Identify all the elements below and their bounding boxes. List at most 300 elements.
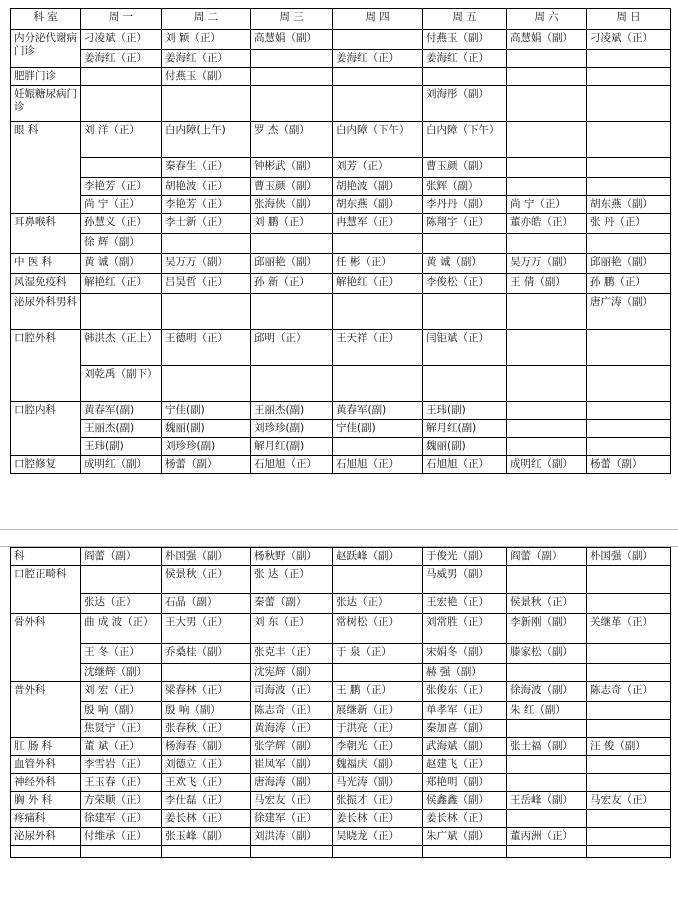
doctor-cell [507,756,587,774]
doctor-cell [587,86,671,122]
table-row [11,86,671,122]
doctor-cell [587,420,671,438]
doctor-cell: 李雪岩（正） [81,756,162,774]
doctor-cell: 刁凌斌（正） [587,30,671,50]
doctor-cell: 王德明（正） [162,330,251,366]
doctor-cell: 王 倩（副） [507,274,587,294]
doctor-cell [587,664,671,682]
table-row [11,196,671,214]
doctor-cell [587,566,671,594]
table-row [11,594,671,614]
table-row [11,456,671,474]
doctor-cell [162,294,251,330]
doctor-cell: 李丹丹（副） [423,196,507,214]
doctor-cell [587,644,671,664]
doctor-cell: 解艳红（正） [81,274,162,294]
doctor-cell [333,846,423,858]
doctor-cell: 侯景秋（正） [507,594,587,614]
doctor-cell [251,68,333,86]
doctor-cell: 李新刚（副） [507,614,587,644]
doctor-cell: 梁春林（正） [162,682,251,702]
doctor-cell: 刘常胜（正） [423,614,507,644]
doctor-cell: 王岳峰（副） [507,792,587,810]
table-row [11,254,671,274]
doctor-cell: 王 鹏（正） [333,682,423,702]
table-row [11,420,671,438]
table-row [11,566,671,594]
doctor-cell: 曹玉颜（副） [251,178,333,196]
doctor-cell: 乔桑桂（副） [162,644,251,664]
doctor-cell [587,402,671,420]
table-row [11,274,671,294]
department-cell: 神经外科 [11,774,81,792]
doctor-cell [587,178,671,196]
table-row [11,50,671,68]
doctor-cell: 姜长林（正） [333,810,423,828]
doctor-cell: 解月红(副) [423,420,507,438]
doctor-cell: 马宏友（正） [587,792,671,810]
doctor-cell: 侯鑫鑫（副） [423,792,507,810]
doctor-cell [507,178,587,196]
doctor-cell: 姜长林（正） [162,810,251,828]
department-cell: 内分泌代谢病门诊 [11,30,81,68]
doctor-cell: 王欢飞（正） [162,774,251,792]
doctor-cell [587,122,671,158]
table-row [11,644,671,664]
doctor-cell: 高慧娟（副） [251,30,333,50]
doctor-cell: 姜海红（正） [81,50,162,68]
doctor-cell [507,86,587,122]
table-row [11,828,671,846]
department-cell: 泌尿外科 [11,828,81,846]
doctor-cell [251,50,333,68]
doctor-cell [162,234,251,254]
doctor-cell [81,68,162,86]
doctor-cell: 李艳芳（正） [162,196,251,214]
doctor-cell: 石晶（副） [162,594,251,614]
doctor-cell: 付燕玉（副） [162,68,251,86]
table-row [11,614,671,644]
doctor-cell: 张玉峰（副） [162,828,251,846]
doctor-cell: 张克丰（正） [251,644,333,664]
doctor-cell: 杨蕾（副） [162,456,251,474]
doctor-cell: 刘德立（正） [162,756,251,774]
doctor-cell [587,846,671,858]
doctor-cell: 唐海涛（副） [251,774,333,792]
doctor-cell [507,158,587,178]
doctor-cell: 尚 宁（正） [81,196,162,214]
doctor-cell: 邱丽艳（副） [251,254,333,274]
doctor-cell: 姜长林（正） [423,810,507,828]
table-row [11,702,671,720]
doctor-cell: 张 丹（正） [587,214,671,234]
doctor-cell: 关继革（正） [587,614,671,644]
department-cell: 科 [11,548,81,566]
doctor-cell [333,664,423,682]
department-cell: 胸 外 科 [11,792,81,810]
doctor-cell: 张春秋（正） [162,720,251,738]
doctor-cell: 刘芳（正） [333,158,423,178]
doctor-cell [507,366,587,402]
doctor-cell: 刘珍珍(副) [251,420,333,438]
doctor-cell: 张辉（副） [423,178,507,196]
doctor-cell [333,438,423,456]
table-row [11,738,671,756]
doctor-cell [507,234,587,254]
table-row [11,214,671,234]
doctor-cell [587,50,671,68]
doctor-cell [251,366,333,402]
doctor-cell: 秦加喜（副） [423,720,507,738]
doctor-cell: 刘 洋（正） [81,122,162,158]
doctor-cell [507,664,587,682]
doctor-cell [587,594,671,614]
doctor-cell [423,234,507,254]
doctor-cell: 汪 俊（副） [587,738,671,756]
doctor-cell: 吕昊哲（正） [162,274,251,294]
table-row [11,234,671,254]
doctor-cell: 魏福庆（副） [333,756,423,774]
doctor-cell: 付燕玉（副） [423,30,507,50]
doctor-cell: 宋娟冬（副） [423,644,507,664]
doctor-cell [507,294,587,330]
doctor-cell: 胡艳波（正） [162,178,251,196]
department-cell [11,846,81,858]
doctor-cell [81,86,162,122]
doctor-cell: 刘 鹏（正） [251,214,333,234]
table-row [11,548,671,566]
table-row [11,178,671,196]
doctor-cell [81,158,162,178]
doctor-cell: 胡东燕（副） [333,196,423,214]
doctor-cell: 解月红(副) [251,438,333,456]
doctor-cell: 王天祥（正） [333,330,423,366]
doctor-cell: 单孝军（正） [423,702,507,720]
department-cell: 耳鼻喉科 [11,214,81,254]
table-row [11,438,671,456]
header-day: 周 六 [507,9,587,30]
doctor-cell: 黄春军(副) [333,402,423,420]
department-cell: 泌尿外科男科 [11,294,81,330]
doctor-cell: 刘洪涛（副） [251,828,333,846]
doctor-cell: 张海侠（副） [251,196,333,214]
department-cell: 疼痛科 [11,810,81,828]
doctor-cell [587,366,671,402]
doctor-cell: 王 冬（正） [81,644,162,664]
department-cell: 肥胖门诊 [11,68,81,86]
doctor-cell: 宁佳(副) [162,402,251,420]
doctor-cell: 王玮(副) [81,438,162,456]
doctor-cell: 王丽杰(副) [251,402,333,420]
doctor-cell [587,702,671,720]
table-row [11,158,671,178]
doctor-cell: 石旭旭（正） [251,456,333,474]
doctor-cell [587,720,671,738]
doctor-cell: 邱明（正） [251,330,333,366]
doctor-cell: 姜海红（正） [333,50,423,68]
doctor-cell: 白内障（下午） [423,122,507,158]
doctor-cell: 朴国强（副） [587,548,671,566]
doctor-cell [423,294,507,330]
doctor-cell: 刁凌斌（正） [81,30,162,50]
doctor-cell: 李仕磊（正） [162,792,251,810]
doctor-cell: 石旭旭（正） [333,456,423,474]
table-row [11,294,671,330]
doctor-cell: 董亦皓（正） [507,214,587,234]
doctor-cell: 赫 强（副） [423,664,507,682]
department-cell: 风湿免疫科 [11,274,81,294]
doctor-cell: 赵建飞（正） [423,756,507,774]
doctor-cell [507,50,587,68]
doctor-cell: 徐海波（副） [507,682,587,702]
doctor-cell: 黄 诚（副） [81,254,162,274]
doctor-cell: 孙 鹏（正） [587,274,671,294]
doctor-cell: 殷 响（副） [81,702,162,720]
doctor-cell: 董丙洲（正） [507,828,587,846]
doctor-cell [587,828,671,846]
doctor-cell: 姜海红（正） [423,50,507,68]
doctor-cell: 孙 新（正） [251,274,333,294]
header-day: 周 二 [162,9,251,30]
doctor-cell [587,330,671,366]
doctor-cell: 尚 宁（正） [507,196,587,214]
table-row [11,664,671,682]
doctor-cell: 韩洪杰（正上） [81,330,162,366]
doctor-cell: 徐建军（正） [251,810,333,828]
doctor-cell [333,68,423,86]
doctor-cell: 成明红（副） [81,456,162,474]
doctor-cell [587,774,671,792]
doctor-cell [333,294,423,330]
doctor-cell: 王丽杰(副) [81,420,162,438]
doctor-cell: 董 斌（正） [81,738,162,756]
doctor-cell: 吴晓龙（正） [333,828,423,846]
doctor-cell: 李俊松（正） [423,274,507,294]
doctor-cell: 方荣顺（正） [81,792,162,810]
doctor-cell [333,86,423,122]
doctor-cell [507,122,587,158]
doctor-cell: 曹玉颜（副） [423,158,507,178]
doctor-cell: 崔凤军（副） [251,756,333,774]
doctor-cell: 闫钜斌（正） [423,330,507,366]
table-row [11,402,671,420]
doctor-cell [507,566,587,594]
header-row [11,9,671,30]
doctor-cell [507,68,587,86]
table-row [11,774,671,792]
doctor-cell: 黄春军(副) [81,402,162,420]
table-row [11,720,671,738]
doctor-cell: 吴万万（副） [507,254,587,274]
doctor-cell: 付维承（正） [81,828,162,846]
doctor-cell: 刘 东（正） [251,614,333,644]
doctor-cell: 马威男（副） [423,566,507,594]
doctor-cell: 刘海彤（副） [423,86,507,122]
doctor-cell: 曲 成 波（正） [81,614,162,644]
header-day: 周 五 [423,9,507,30]
doctor-cell [162,86,251,122]
doctor-cell: 解艳红（正） [333,274,423,294]
doctor-cell [507,720,587,738]
table-row [11,846,671,858]
doctor-cell: 王玮(副) [423,402,507,420]
department-cell: 中 医 科 [11,254,81,274]
department-cell: 眼 科 [11,122,81,214]
department-cell: 口腔修复 [11,456,81,474]
doctor-cell: 杨秋野（副） [251,548,333,566]
doctor-cell: 李艳芳（正） [81,178,162,196]
doctor-cell: 于洪亮（正） [333,720,423,738]
doctor-cell: 马光涛（副） [333,774,423,792]
table-row [11,122,671,158]
doctor-cell: 陈志奇（正） [587,682,671,702]
doctor-cell: 罗 杰（副） [251,122,333,158]
table-row [11,792,671,810]
doctor-cell: 任 彬（正） [333,254,423,274]
doctor-cell: 黄 诚（副） [423,254,507,274]
doctor-cell: 武海斌（副） [423,738,507,756]
doctor-cell: 姜海红（正） [162,50,251,68]
doctor-cell: 钟彬武（副） [251,158,333,178]
header-day: 周 四 [333,9,423,30]
doctor-cell: 于 泉（正） [333,644,423,664]
doctor-cell [587,68,671,86]
table-row [11,366,671,402]
doctor-cell: 张达（正） [333,594,423,614]
doctor-cell [333,366,423,402]
doctor-cell: 张学辉（副） [251,738,333,756]
doctor-cell: 展继新（正） [333,702,423,720]
doctor-cell: 张俊东（正） [423,682,507,702]
doctor-cell [333,566,423,594]
header-day: 周 日 [587,9,671,30]
doctor-cell: 张士福（副） [507,738,587,756]
doctor-cell: 赵跃峰（副） [333,548,423,566]
doctor-cell: 魏丽(副) [162,420,251,438]
doctor-cell: 王玉春（正） [81,774,162,792]
doctor-cell: 吴万万（副） [162,254,251,274]
header-day: 周 一 [81,9,162,30]
department-cell: 口腔内科 [11,402,81,456]
table-row [11,810,671,828]
doctor-cell: 宁佳(副) [333,420,423,438]
department-cell: 血管外科 [11,756,81,774]
doctor-cell: 朱 红（副） [507,702,587,720]
department-cell: 肛 肠 科 [11,738,81,756]
doctor-cell: 张 达（正） [251,566,333,594]
doctor-cell: 孙慧义（正） [81,214,162,234]
doctor-cell: 王大男（正） [162,614,251,644]
department-cell: 妊娠糖尿病门诊 [11,86,81,122]
doctor-cell [507,774,587,792]
doctor-cell [81,566,162,594]
doctor-cell: 陈志奇（正） [251,702,333,720]
doctor-cell: 司海波（正） [251,682,333,702]
doctor-cell: 于俊光（副） [423,548,507,566]
header-day: 周 三 [251,9,333,30]
doctor-cell: 成明红（副） [507,456,587,474]
doctor-cell [251,846,333,858]
doctor-cell: 朴国强（副） [162,548,251,566]
schedule-table-bottom [10,547,671,858]
doctor-cell: 李朝光（正） [333,738,423,756]
doctor-cell: 胡艳波（副） [333,178,423,196]
doctor-cell [507,420,587,438]
doctor-cell: 邱丽艳（副） [587,254,671,274]
doctor-cell: 刘 颖（正） [162,30,251,50]
doctor-cell: 刘 宏（正） [81,682,162,702]
page-break [0,529,678,547]
doctor-cell: 常树松（正） [333,614,423,644]
doctor-cell [587,158,671,178]
department-cell: 普外科 [11,682,81,738]
doctor-cell: 马宏友（正） [251,792,333,810]
doctor-cell: 滕家松（副） [507,644,587,664]
doctor-cell [423,366,507,402]
doctor-cell: 白内障(上午) [162,122,251,158]
doctor-cell: 魏丽(副) [423,438,507,456]
table-row [11,68,671,86]
doctor-cell: 白内障（下午） [333,122,423,158]
doctor-cell: 陈翔宇（正） [423,214,507,234]
doctor-cell [423,846,507,858]
doctor-cell [587,756,671,774]
doctor-cell: 冉慧军（正） [333,214,423,234]
doctor-cell: 张达（正） [81,594,162,614]
doctor-cell [81,846,162,858]
doctor-cell [507,438,587,456]
table-row [11,30,671,50]
doctor-cell [507,810,587,828]
doctor-cell [333,234,423,254]
doctor-cell: 阎蕾（副） [81,548,162,566]
department-cell: 口腔外科 [11,330,81,402]
doctor-cell: 黄海涛（正） [251,720,333,738]
doctor-cell: 秦春生（正） [162,158,251,178]
table-row [11,756,671,774]
doctor-cell: 郑艳明（副） [423,774,507,792]
doctor-cell: 侯景秋（正） [162,566,251,594]
doctor-cell [587,810,671,828]
doctor-cell: 刘乾禹（副下） [81,366,162,402]
doctor-cell [507,402,587,420]
doctor-cell [162,366,251,402]
doctor-cell: 焦贤宁（正） [81,720,162,738]
doctor-cell: 杨海春（副） [162,738,251,756]
doctor-cell: 高慧娟（副） [507,30,587,50]
doctor-cell [507,330,587,366]
doctor-cell: 秦蕾（副） [251,594,333,614]
doctor-cell: 徐 辉（副） [81,234,162,254]
doctor-cell: 殷 响（副） [162,702,251,720]
doctor-cell: 石旭旭（正） [423,456,507,474]
doctor-cell: 朱广斌（副） [423,828,507,846]
doctor-cell [251,86,333,122]
doctor-cell: 李士新（正） [162,214,251,234]
header-dept: 科 室 [11,9,81,30]
doctor-cell [587,234,671,254]
doctor-cell [162,846,251,858]
doctor-cell [507,846,587,858]
doctor-cell: 唐广涛（副） [587,294,671,330]
doctor-cell [587,438,671,456]
doctor-cell: 沈宪辉（副） [251,664,333,682]
doctor-cell [333,30,423,50]
doctor-cell: 杨蕾（副） [587,456,671,474]
doctor-cell [423,68,507,86]
doctor-cell: 沈继辉（副） [81,664,162,682]
schedule-table-top [10,8,671,474]
